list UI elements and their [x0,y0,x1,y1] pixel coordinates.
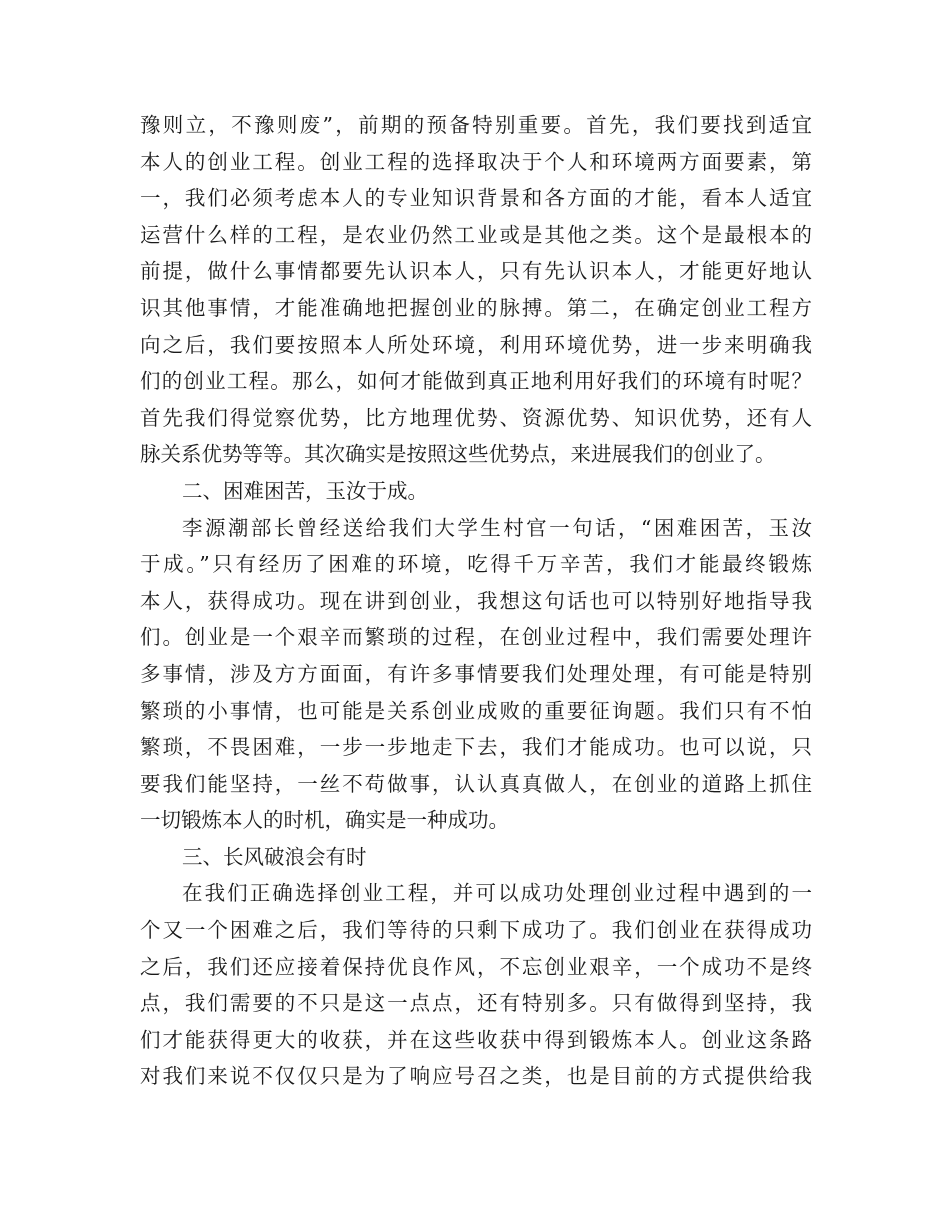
text-line: 豫则立，不豫则废”，前期的预备特别重要。首先，我们要找到适宜 [140,113,812,137]
section-heading [140,473,812,510]
text-line: 一切锻炼本人的时机，确实是一种成功。 [140,808,509,833]
text-line: 们才能获得更大的收获，并在这些收获中得到锻炼本人。创业这条路 [140,1027,812,1052]
text-line: 识其他事情，才能准确地把握创业的脉搏。第二，在确定创业工程方 [140,295,812,320]
text-line: 在我们正确选择创业工程，并可以成功处理创业过程中遇到的一 [182,881,812,906]
text-line: 要我们能坚持，一丝不苟做事，认认真真做人，在创业的道路上抓住 [140,771,812,796]
text-line: 向之后，我们要按照本人所处环境，利用环境优势，进一步来明确我 [140,332,812,357]
text-line: 运营什么样的工程，是农业仍然工业或是其他之类。这个是最根本的 [140,222,812,247]
heading-line: 二、困难困苦，玉汝于成。 [182,478,428,503]
document-body [140,107,812,1095]
paragraph [140,510,812,839]
text-line: 对我们来说不仅仅只是为了响应号召之类，也是目前的方式提供给我 [140,1064,812,1089]
text-line: 们的创业工程。那么，如何才能做到真正地利用好我们的环境有时呢？ [140,369,812,394]
text-line: 个又一个困难之后，我们等待的只剩下成功了。我们创业在获得成功 [140,918,812,943]
text-line: 一，我们必须考虑本人的专业知识背景和各方面的才能，看本人适宜 [140,186,812,211]
text-line: 于成。”只有经历了困难的环境，吃得千万辛苦，我们才能最终锻炼 [140,552,812,577]
text-line: 点，我们需要的不只是这一点点，还有特别多。只有做得到坚持，我 [140,991,812,1016]
paragraph [140,875,812,1095]
heading-line: 三、长风破浪会有时 [182,844,367,869]
text-line: 繁琐的小事情，也可能是关系创业成败的重要征询题。我们只有不怕 [140,698,812,723]
text-line: 李源潮部长曾经送给我们大学生村官一句话，“困难困苦，玉汝 [182,515,812,540]
text-line: 繁琐，不畏困难，一步一步地走下去，我们才能成功。也可以说，只 [140,735,812,760]
text-line: 本人，获得成功。现在讲到创业，我想这句话也可以特别好地指导我 [140,588,812,613]
section-heading [140,839,812,876]
text-line: 前提，做什么事情都要先认识本人，只有先认识本人，才能更好地认 [140,259,812,284]
text-line: 首先我们得觉察优势，比方地理优势、资源优势、知识优势，还有人 [140,405,812,430]
paragraph [140,107,812,473]
text-line: 脉关系优势等等。其次确实是按照这些优势点，来进展我们的创业了。 [140,442,776,467]
text-line: 们。创业是一个艰辛而繁琐的过程，在创业过程中，我们需要处理许 [140,625,812,650]
text-line: 本人的创业工程。创业工程的选择取决于个人和环境两方面要素，第 [140,149,812,174]
text-line: 多事情，涉及方方面面，有许多事情要我们处理处理，有可能是特别 [140,661,812,686]
text-line: 之后，我们还应接着保持优良作风，不忘创业艰辛，一个成功不是终 [140,954,812,979]
